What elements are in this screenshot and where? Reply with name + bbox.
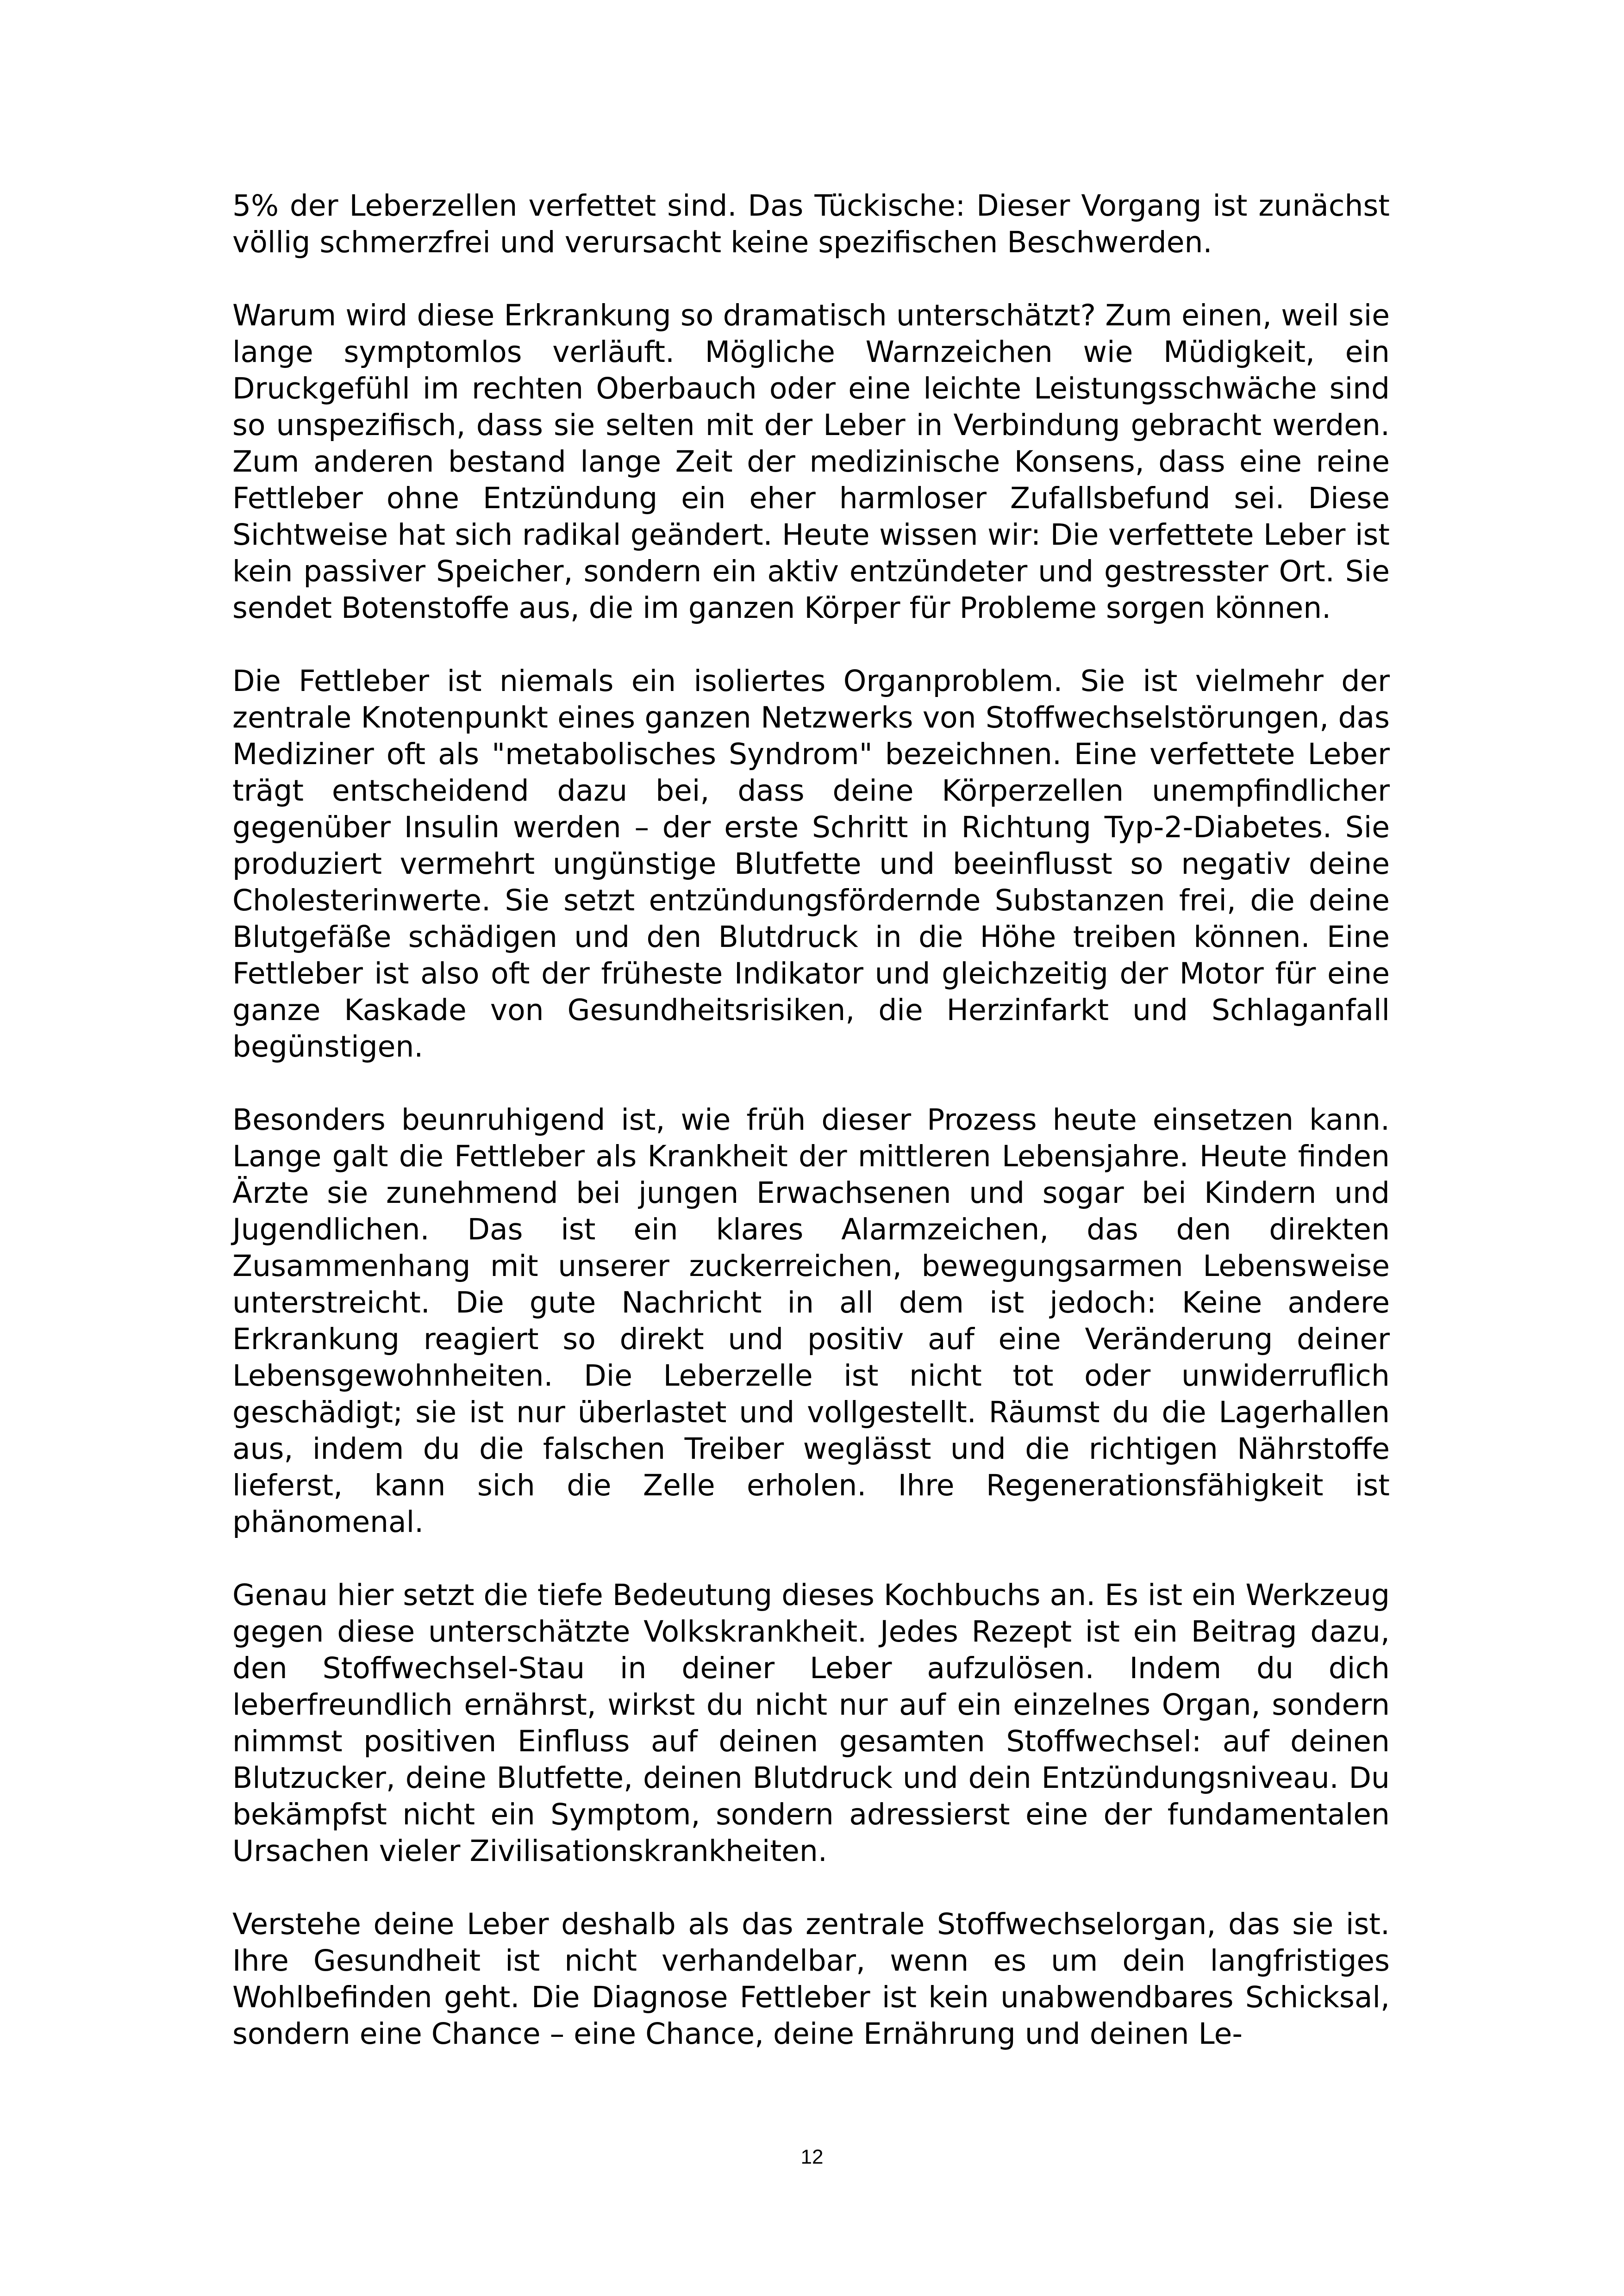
paragraph-5: Genau hier setzt die tiefe Bedeutung dieses Kochbuchs an. Es ist ein Werkzeug gegen diese unterschätzte Volkskrankheit. Jedes Rezept ist ein Beitrag dazu, den Stoffwechsel-Stau in deiner Leber aufzulösen. Indem du dich leberfreundlich ernährst, wirkst du nicht nur auf ein einzelnes Organ, sondern nimmst positiven Einfluss auf deinen gesamten Stoffwechsel: auf deinen Blutzucker, deine Blutfette, deinen Blutdruck und dein Entzündungsniveau. Du bekämpfst nicht ein Symptom, sondern adressierst eine der fundamentalen Ursachen vieler Zivilisationskrankheiten. <box>232 1578 1390 1868</box>
paragraph-3: Die Fettleber ist niemals ein isoliertes Organproblem. Sie ist vielmehr der zentrale Knotenpunkt eines ganzen Netzwerks von Stoffwechselstörungen, das Mediziner oft als "metabolisches Syndrom" bezeichnen. Eine verfettete Leber trägt entscheidend dazu bei, dass deine Körperzellen unempfindlicher gegenüber Insulin werden – der erste Schritt in Richtung Typ-2-Diabetes. Sie produziert vermehrt ungünstige Blutfette und beeinflusst so negativ deine Cholesterinwerte. Sie setzt entzündungsfördernde Substanzen frei, die deine Blutgefäße schädigen und den Blutdruck in die Höhe treiben können. Eine Fettleber ist also oft der früheste Indikator und gleichzeitig der Motor für eine ganze Kaskade von Gesundheitsrisiken, die Herzinfarkt und Schlaganfall begünstigen. <box>232 664 1390 1064</box>
paragraph-1: 5% der Leberzellen verfettet sind. Das Tückische: Dieser Vorgang ist zunächst völlig schmerzfrei und verursacht keine spezifischen Beschwerden. <box>232 189 1390 259</box>
paragraph-4: Besonders beunruhigend ist, wie früh dieser Prozess heute einsetzen kann. Lange galt die Fettleber als Krankheit der mittleren Lebensjahre. Heute finden Ärzte sie zunehmend bei jungen Erwachsenen und sogar bei Kindern und Jugendlichen. Das ist ein klares Alarmzeichen, das den direkten Zusammenhang mit unserer zuckerreichen, bewegungsarmen Lebensweise unterstreicht. Die gute Nachricht in all dem ist jedoch: Keine andere Erkrankung reagiert so direkt und positiv auf eine Veränderung deiner Lebensgewohnheiten. Die Leberzelle ist nicht tot oder unwiderruflich geschädigt; sie ist nur überlastet und vollgestellt. Räumst du die Lagerhallen aus, indem du die falschen Treiber weglässt und die richtigen Nährstoffe lieferst, kann sich die Zelle erholen. Ihre Regenerationsfähigkeit ist phänomenal. <box>232 1103 1390 1539</box>
paragraph-2: Warum wird diese Erkrankung so dramatisch unterschätzt? Zum einen, weil sie lange symptomlos verläuft. Mögliche Warnzeichen wie Müdigkeit, ein Druckgefühl im rechten Oberbauch oder eine leichte Leistungsschwäche sind so unspezifisch, dass sie selten mit der Leber in Verbindung gebracht werden. Zum anderen bestand lange Zeit der medizinische Konsens, dass eine reine Fettleber ohne Entzündung ein eher harmloser Zufallsbefund sei. Diese Sichtweise hat sich radikal geändert. Heute wissen wir: Die verfettete Leber ist kein passiver Speicher, sondern ein aktiv entzündeter und gestresster Ort. Sie sendet Botenstoffe aus, die im ganzen Körper für Probleme sorgen können. <box>232 299 1390 625</box>
page-number: 12 <box>800 2146 824 2168</box>
body-text <box>232 187 1390 2052</box>
paragraph-6: Verstehe deine Leber deshalb als das zentrale Stoffwechselorgan, das sie ist. Ihre Gesundheit ist nicht verhandelbar, wenn es um dein langfristiges Wohlbefinden geht. Die Diagnose Fettleber ist kein unabwendbares Schicksal, sondern eine Chance – eine Chance, deine Ernährung und deinen Le- <box>232 1907 1390 2051</box>
